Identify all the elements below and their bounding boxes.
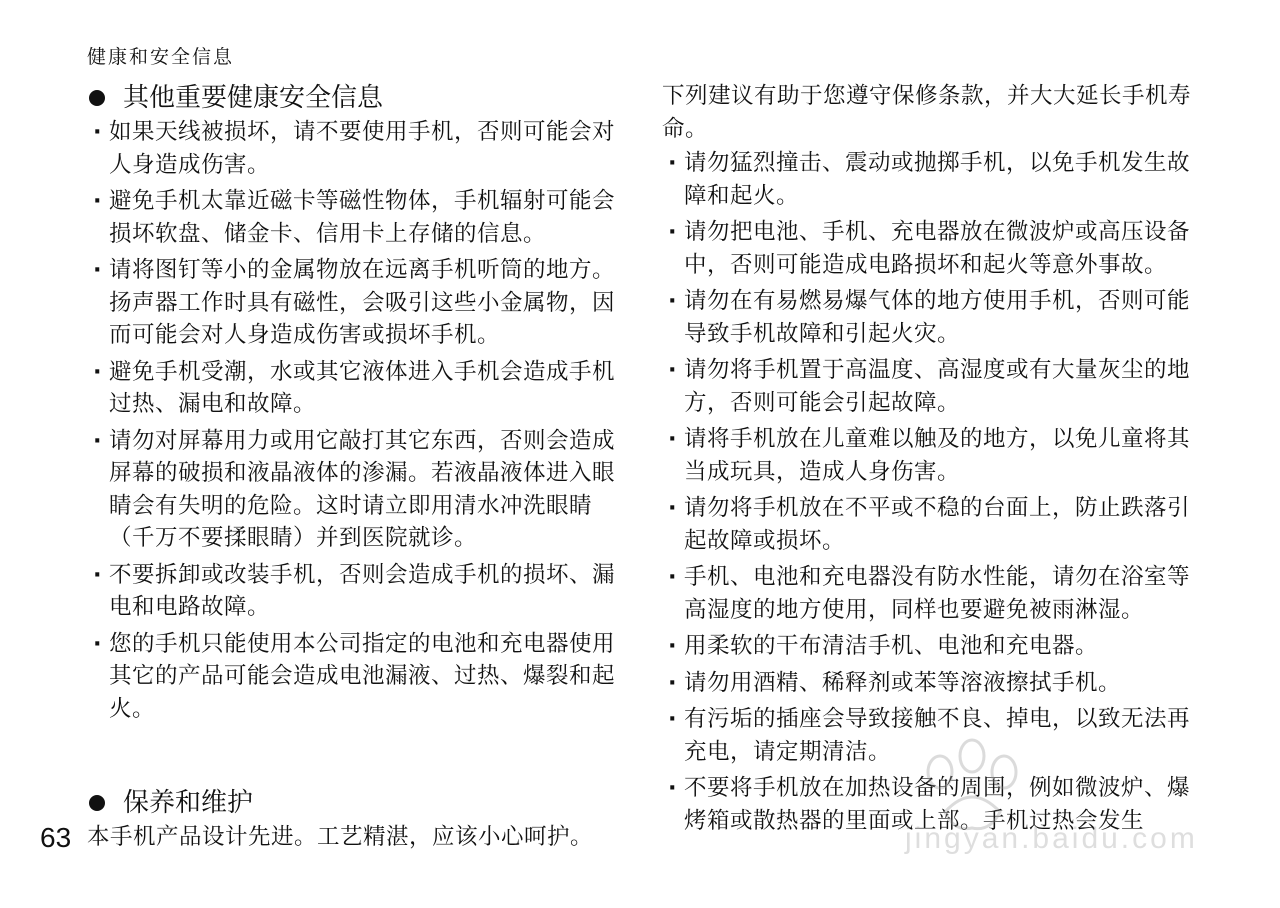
list-item: · 请勿把电池、手机、充电器放在微波炉或高压设备中，否则可能造成电路损坏和起火等意外事故。 xyxy=(662,216,1207,281)
watermark-text: jingyan.baidu.com xyxy=(905,822,1198,855)
list-item: · 您的手机只能使用本公司指定的电池和充电器使用其它的产品可能会造成电池漏液、过热、爆裂和起火。 xyxy=(87,628,632,726)
list-item: · 请勿对屏幕用力或用它敲打其它东西，否则会造成屏幕的破损和液晶液体的渗漏。若液晶液体进入眼睛会有失明的危险。这时请立即用清水冲洗眼睛（千万不要揉眼睛）并到医院就诊。 xyxy=(87,425,632,555)
list-item: · 请将手机放在儿童难以触及的地方，以免儿童将其当成玩具，造成人身伤害。 xyxy=(662,423,1207,488)
list-item: · 不要拆卸或改装手机，否则会造成手机的损坏、漏电和电路故障。 xyxy=(87,559,632,624)
list-item: · 请勿用酒精、稀释剂或苯等溶液擦拭手机。 xyxy=(662,667,1207,700)
list-item: · 请勿将手机置于高温度、高湿度或有大量灰尘的地方，否则可能会引起故障。 xyxy=(662,354,1207,419)
section-heading-maintenance xyxy=(87,785,632,821)
section-title: 其他重要健康安全信息 xyxy=(123,83,384,113)
list-item: · 用柔软的干布清洁手机、电池和充电器。 xyxy=(662,630,1207,663)
left-column xyxy=(87,80,632,854)
bullet-dot-icon xyxy=(89,795,105,811)
list-item: · 请将图钉等小的金属物放在远离手机听筒的地方。扬声器工作时具有磁性，会吸引这些小金属物，因而可能会对人身造成伤害或损坏手机。 xyxy=(87,254,632,352)
section-heading-health xyxy=(87,80,632,116)
list-item: · 避免手机受潮，水或其它液体进入手机会造成手机过热、漏电和故障。 xyxy=(87,356,632,421)
right-column xyxy=(662,80,1207,837)
list-item: · 请勿猛烈撞击、震动或抛掷手机，以免手机发生故障和起火。 xyxy=(662,147,1207,212)
page-header: 健康和安全信息 xyxy=(87,46,235,68)
paragraph: 本手机产品设计先进。工艺精湛，应该小心呵护。 xyxy=(87,824,594,850)
list-item: · 手机、电池和充电器没有防水性能，请勿在浴室等高湿度的地方使用，同样也要避免被雨淋湿。 xyxy=(662,561,1207,626)
intro-paragraph: 下列建议有助于您遵守保修条款，并大大延长手机寿命。 xyxy=(662,83,1192,142)
list-item: · 请勿将手机放在不平或不稳的台面上，防止跌落引起故障或损坏。 xyxy=(662,492,1207,557)
list-item: · 避免手机太靠近磁卡等磁性物体，手机辐射可能会损坏软盘、储金卡、信用卡上存储的信息。 xyxy=(87,185,632,250)
bullet-dot-icon xyxy=(89,90,105,106)
page-number: 63 xyxy=(40,822,72,853)
list-item: · 如果天线被损坏，请不要使用手机，否则可能会对人身造成伤害。 xyxy=(87,116,632,181)
section-title: 保养和维护 xyxy=(123,788,254,818)
list-item: · 请勿在有易燃易爆气体的地方使用手机，否则可能导致手机故障和引起火灾。 xyxy=(662,285,1207,350)
list-item: · 有污垢的插座会导致接触不良、掉电，以致无法再充电，请定期清洁。 xyxy=(662,703,1207,768)
list-item: · 不要将手机放在加热设备的周围，例如微波炉、爆烤箱或散热器的里面或上部。手机过热会发生 xyxy=(662,772,1207,837)
